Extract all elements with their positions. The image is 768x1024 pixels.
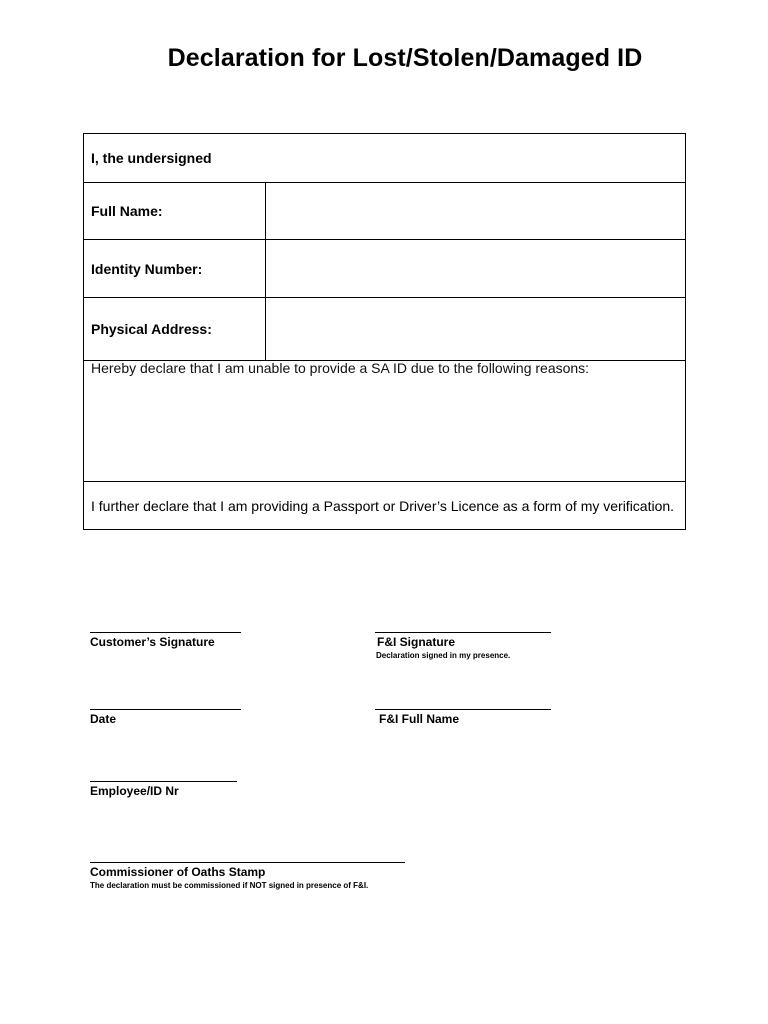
physical-address-field[interactable] [266, 298, 686, 361]
date-line[interactable] [90, 709, 241, 710]
commissioner-stamp-line[interactable] [90, 862, 405, 863]
employee-id-line[interactable] [90, 781, 237, 782]
identity-number-label: Identity Number: [84, 240, 266, 298]
undersigned-row [84, 134, 686, 183]
fi-full-name-label: F&I Full Name [379, 712, 460, 726]
date-label: Date [90, 712, 117, 726]
full-name-row [84, 183, 686, 240]
further-declaration-text: I further declare that I am providing a Passport or Driver’s Licence as a form of my verification. [84, 482, 686, 530]
identity-number-row [84, 240, 686, 298]
full-name-label: Full Name: [84, 183, 266, 240]
physical-address-label: Physical Address: [84, 298, 266, 361]
identity-number-field[interactable] [266, 240, 686, 298]
commissioner-note: The declaration must be commissioned if NOT signed in presence of F&I. [90, 881, 369, 890]
employee-id-label: Employee/ID Nr [90, 784, 179, 798]
fi-signature-label: F&I Signature [377, 635, 456, 649]
undersigned-label: I, the undersigned [84, 134, 686, 183]
customer-signature-line[interactable] [90, 632, 241, 633]
reasons-field[interactable] [84, 361, 686, 482]
fi-full-name-line[interactable] [375, 709, 551, 710]
customer-signature-label: Customer’s Signature [90, 635, 215, 649]
further-declaration-row [84, 482, 686, 530]
commissioner-stamp-label: Commissioner of Oaths Stamp [90, 865, 266, 879]
document-title: Declaration for Lost/Stolen/Damaged ID [167, 44, 643, 72]
full-name-field[interactable] [266, 183, 686, 240]
declaration-form-table [83, 133, 686, 530]
fi-signature-note: Declaration signed in my presence. [376, 651, 511, 660]
reasons-row [84, 361, 686, 482]
fi-signature-line[interactable] [375, 632, 551, 633]
reasons-text: Hereby declare that I am unable to provide a SA ID due to the following reasons: [91, 360, 590, 376]
physical-address-row [84, 298, 686, 361]
